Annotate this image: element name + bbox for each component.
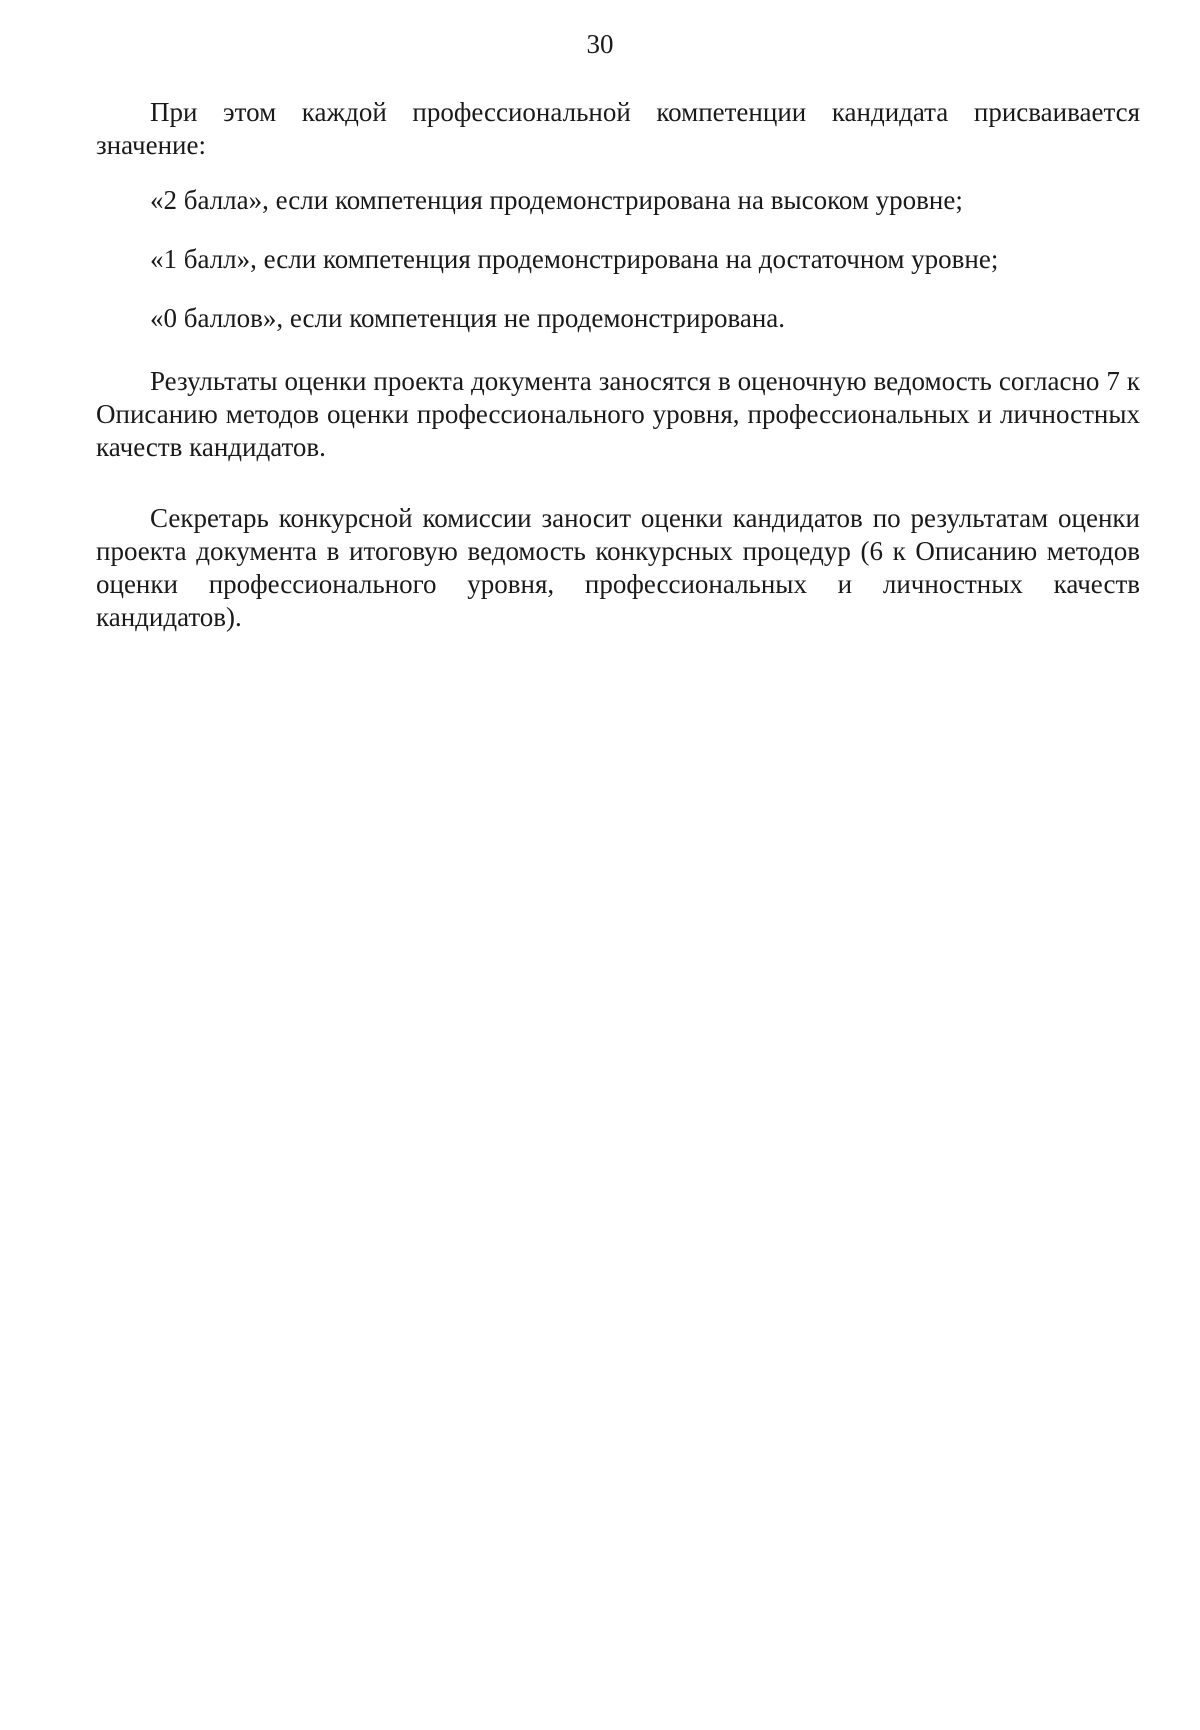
paragraph-score-1: «1 балл», если компетенция продемонстрирована на достаточном уровне; bbox=[150, 244, 999, 274]
paragraph-intro: При этом каждой профессиональной компетенции кандидата присваивается значение: bbox=[96, 97, 1140, 160]
page-number: 30 bbox=[586, 29, 614, 59]
paragraph-score-2: «2 балла», если компетенция продемонстрирована на высоком уровне; bbox=[150, 185, 963, 215]
paragraph-score-0: «0 баллов», если компетенция не продемонстрирована. bbox=[150, 303, 786, 333]
paragraph-results: Результаты оценки проекта документа заносятся в оценочную ведомость согласно 7 к Описанию методов оценки профессионального уровня, профессиональных и личностных качеств кандидатов. bbox=[96, 366, 1140, 462]
document-body bbox=[96, 96, 1140, 634]
paragraph-secretary: Секретарь конкурсной комиссии заносит оценки кандидатов по результатам оценки проекта документа в итоговую ведомость конкурсных процедур (6 к Описанию методов оценки профессионального уровня, профессиональных и личностных качеств кандидатов). bbox=[96, 503, 1140, 632]
